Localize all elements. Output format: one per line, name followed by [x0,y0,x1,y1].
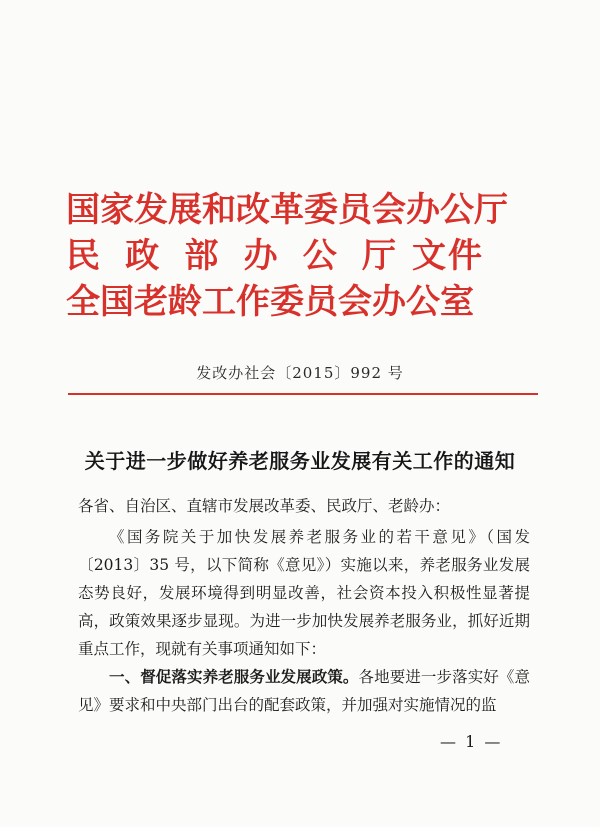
document-body [78,492,530,719]
document-title: 关于进一步做好养老服务业发展有关工作的通知 [84,449,516,473]
issuer-aging-committee-text: 全国老龄工作委员会办公室 [66,282,474,322]
paragraph-section-1 [78,663,530,719]
document-type-label: 文件 [412,236,484,276]
section-1-text: 各地要进一步落实好《意见》要求和中央部门出台的配套政策，并加强对实施情况的监 [78,668,530,714]
issuer-civil-affairs [66,234,536,278]
issuer-civil-affairs-text: 民 政 部 办 公 厅 [66,236,396,276]
section-1-heading: 一、督促落实养老服务业发展政策。 [109,667,359,686]
paragraph-intro: 《国务院关于加快发展养老服务业的若干意见》（国发〔2013〕35 号，以下简称《意见》）实施以来，养老服务业发展态势良好，发展环境得到明显改善，社会资本投入积极性显著提高，政策效果逐步显现。为进一步加快发展养老服务业，抓好近期重点工作，现就有关事项通知如下： [78,528,530,658]
page-number: — 1 — [440,732,503,751]
document-number: 发改办社会〔2015〕992 号 [196,364,404,382]
red-divider-line [68,393,538,395]
issuer-aging-committee [66,280,536,324]
salutation: 各省、自治区、直辖市发展改革委、民政厅、老龄办： [78,497,451,515]
issuer-ndrc-text: 国家发展和改革委员会办公厅 [66,190,508,230]
issuing-authorities-header [66,188,536,324]
issuer-ndrc [66,188,536,232]
